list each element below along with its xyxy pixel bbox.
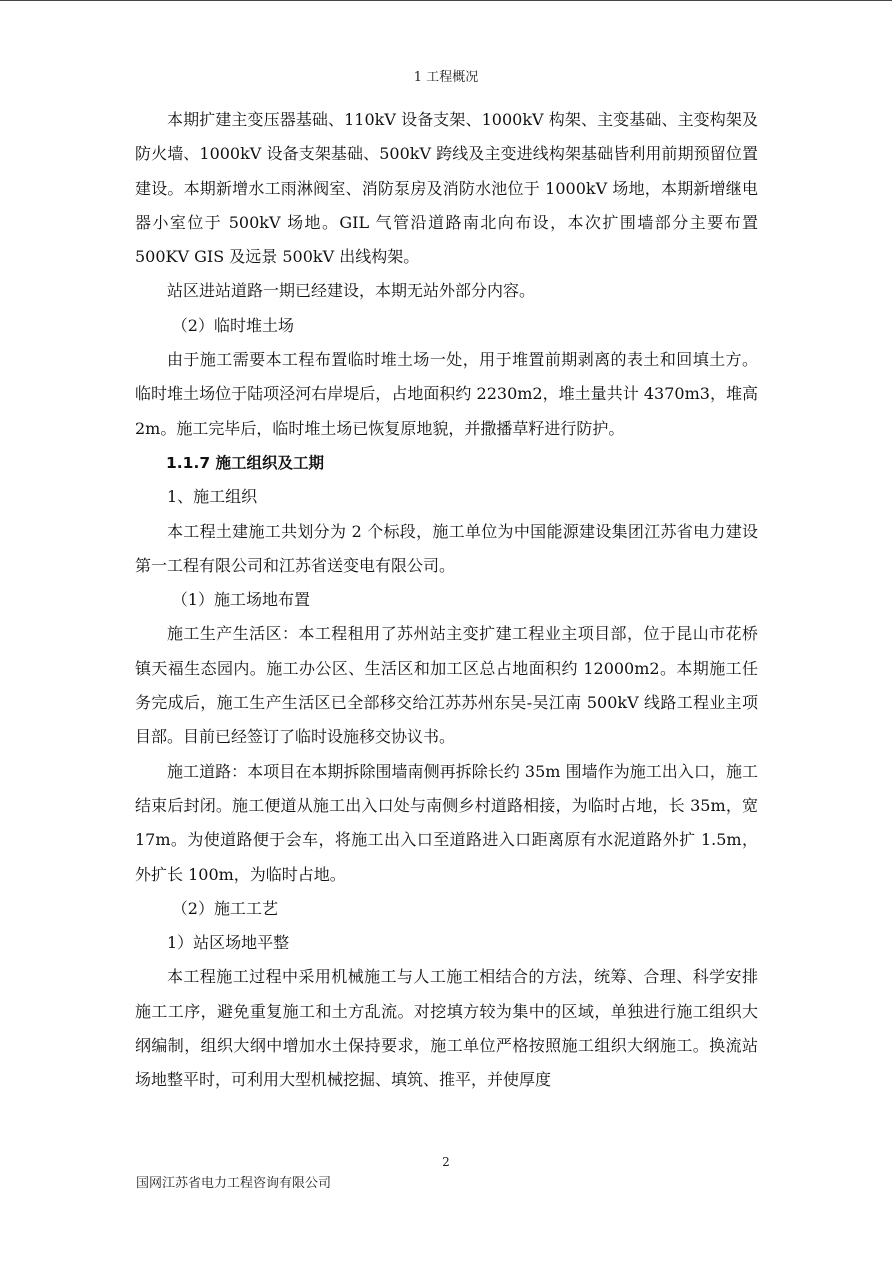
top-border-line [0,0,892,1]
item-site-layout: （1）施工场地布置 [171,590,310,610]
footer-company-name: 国网江苏省电力工程咨询有限公司 [136,1176,332,1191]
item-construction-process: （2）施工工艺 [171,898,278,918]
paragraph-access-road: 站区进站道路一期已经建设，本期无站外部分内容。 [167,281,536,301]
document-body [135,103,758,1098]
paragraph-expansion-foundations: 本期扩建主变压器基础、110kV 设备支架、1000kV 构架、主变基础、主变构架及防火墙、1000kV 设备支架基础、500kV 跨线及主变进线构架基础皆利用前期预留位置建设。本期新增水工雨淋阀室、消防泵房及消防水池位于 1000kV 场地，本期新增继电器小室位于 500kV 场地。GIL 气管沿道路南北向布设，本次扩围墙部分主要布置 500KV GIS 及远景 500kV 出线构架。 [135,110,758,267]
paragraph-temporary-soil-yard: 由于施工需要本工程布置临时堆土场一处，用于堆置前期剥离的表土和回填土方。临时堆土场位于陆项泾河右岸堤后，占地面积约 2230m2，堆土量共计 4370m3，堆高 2m。施工完毕后，临时堆土场已恢复原地貌，并撒播草籽进行防护。 [135,350,758,438]
item-site-leveling: 1）站区场地平整 [167,933,290,953]
item-construction-organization: 1、施工组织 [167,487,258,507]
page-number: 2 [442,1155,450,1169]
item-temporary-soil-yard: （2）临时堆土场 [171,315,294,335]
running-header: 1 工程概况 [413,70,479,85]
paragraph-construction-sections: 本工程土建施工共划分为 2 个标段，施工单位为中国能源建设集团江苏省电力建设第一工程有限公司和江苏省送变电有限公司。 [135,521,758,575]
section-heading-construction-organization: 1.1.7 施工组织及工期 [166,453,325,472]
paragraph-construction-road: 施工道路：本项目在本期拆除围墙南侧再拆除长约 35m 围墙作为施工出入口，施工结束后封闭。施工便道从施工出入口处与南侧乡村道路相接，为临时占地，长 35m，宽 17m。为使道路便于会车，将施工出入口至道路进入口距离原有水泥道路外扩 1.5m，外扩长 100m，为临时占地。 [135,761,758,884]
paragraph-living-area: 施工生产生活区：本工程租用了苏州站主变扩建工程业主项目部，位于昆山市花桥镇天福生态园内。施工办公区、生活区和加工区总占地面积约 12000m2。本期施工任务完成后，施工生产生活区已全部移交给江苏苏州东吴-吴江南 500kV 线路工程业主项目部。目前已经签订了临时设施移交协议书。 [135,624,758,747]
paragraph-site-leveling: 本工程施工过程中采用机械施工与人工施工相结合的方法，统筹、合理、科学安排施工工序，避免重复施工和土方乱流。对挖填方较为集中的区域，单独进行施工组织大纲编制，组织大纲中增加水土保持要求，施工单位严格按照施工组织大纲施工。换流站场地整平时，可利用大型机械挖掘、填筑、推平，并使厚度 [135,967,758,1090]
